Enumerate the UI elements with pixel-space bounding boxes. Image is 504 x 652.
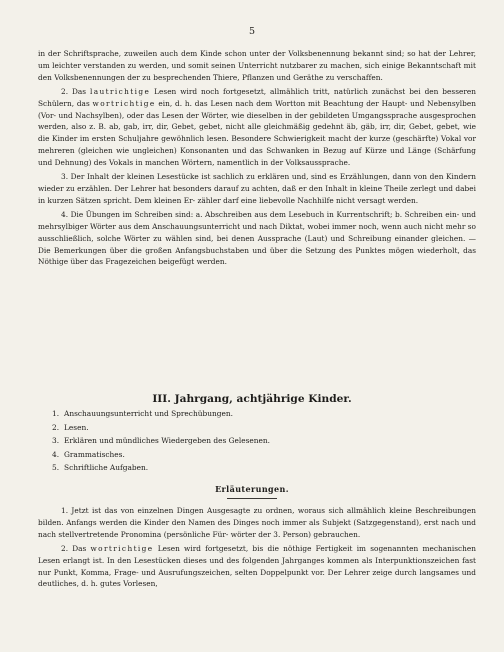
list-item [52,434,472,448]
list-label: Anschauungsunterricht und Sprechübungen. [64,409,233,418]
list-item [52,421,472,435]
list-item [52,407,472,421]
text-line: gebet, wie die Kinder im ersten Schuljahre gewöhnlich lesen. Besondere Schwierigkeit macht [38,122,476,144]
text-line: denen Aussprache (Laut) und Schreibung einander gleichen. — Die Bemerkungen über die [38,233,477,255]
text-line: als Interpunktionszeichen fast nur Punkt, Komma, Frage- und Ausrufungszeichen, selten [38,555,476,577]
paragraph-continuation [38,48,476,84]
section-heading: III. Jahrgang, achtjährige Kinder. [152,393,352,405]
text-line: irr, dir, Gebet, gebet, nicht alle gleichmäßig gedehnt äb, gäb, irr, dir, Gebet, [142,122,434,132]
text-line: 2. Das [61,86,90,96]
text-line: b. Schreiben ein- und mehrsylbiger Wörter aus dem Anschauungsunterricht und nach Diktat, [38,209,476,231]
list-label: Erklären und mündliches Wiedergeben des Gelesenen. [64,436,271,446]
text-line: Wörtern, namentlich in der Volksaussprache. [181,158,351,168]
list-number: 3. [52,436,60,446]
text-line: dann von den Kindern wieder zu erzählen. Der Lehrer hat besonders darauf zu achten, daß [38,172,477,193]
list-item [52,461,472,475]
text-line: 4. Die Übungen im Schreiben sind: a. Abschreiben aus dem Lesebuch in Kurrentschrift; [61,209,393,219]
text-block-top [38,48,476,268]
list-number: 5. [52,463,60,473]
list-number: 1. [52,409,60,418]
text-line: großen Anfangsbuchstaben und über die Setzung des Punktes mögen wiederholt, das Nöthige [38,245,477,267]
text-line: wie dieselben in der gebildeten Umgangssprache ausgesprochen werden, also z. B. ab, gab, [38,110,477,132]
list-item [52,448,472,462]
text-line: Doppelpunkt vor. Der Lehrer zeige durch langsames und deutliches, d. h. gutes Vorlesen, [38,567,476,589]
emphasis-term: lautrichtige [89,86,151,96]
text-line: 1. Jetzt ist das von einzelnen Dingen Ausgesagte zu ordnen, woraus sich allmählich [61,506,386,515]
text-line: 2. Das [61,543,91,553]
list-number: 4. [52,449,60,459]
text-block-bottom [38,505,476,590]
text-line: kleine Beschreibungen bilden. Anfangs werden die Kinder den Namen des Dinges noch immer [38,506,476,527]
list-number: 2. [52,422,60,432]
divider [227,498,277,499]
paragraph-4-writing [38,209,476,269]
text-line: Pflanzen und Geräthe zu verschaffen. [241,72,383,82]
text-line: ein, d. h. das Lesen nach dem Wortton mit [155,98,321,108]
text-line: über das Fragezeichen beigefügt werden. [70,257,227,267]
paragraph-3-content [38,171,476,207]
paragraph-2-reading [38,543,476,591]
subheading: Erläuterungen. [215,484,289,494]
page-number: 5 [248,26,256,37]
text-line: zähler darf eine liebevolle Nachhilfe nicht versagt werden. [197,195,419,205]
list-label: Lesen. [64,422,89,432]
text-line: Schwanken in Bezug auf Kürze und Länge (Schärfung und Dehnung) des Vokals in manchen [38,146,476,168]
text-line: Lesen wird noch fortgesetzt, allmählich tritt, natürlich zunächst [150,86,406,96]
list-label: Schriftliche Aufgaben. [64,463,149,473]
text-line: Lesen wird fortgesetzt, bis die nöthige Fertigkeit im sogenannten [153,543,419,553]
text-line: Beachtung der Haupt- und Nebensylben (Vor- und Nachsylben), oder das Lesen der Wörter, [38,98,476,120]
paragraph-2-reading [38,86,476,169]
text-line: als Subjekt (Satzgegenstand), erst nach und nach stellvertretende Pronomina (persönliche Für- [38,517,476,539]
text-line: zu machen, sich einige Bekanntschaft mit den Volksbenennungen der zu besprechenden Thiere, [38,60,476,82]
text-line: der kurze (geschärfte) Vokal vor mehreren (gleichen wie ungleichen) Konsonanten und das [38,134,476,156]
text-line: in der Schriftsprache, zuweilen auch dem Kinde schon unter der Volksbenennung bekannt sind; [38,49,405,58]
text-line: wörter der 3. Person) gebrauchen. [230,529,361,539]
text-line: mechanischen Lesen erlangt ist. In den Lesestücken dieses und des folgenden Jahrganges kommen [38,543,477,565]
emphasis-term: wortrichtige [90,543,154,553]
text-line: bei den besseren Schülern, das [38,86,476,108]
text-line: 3. Der Inhalt der kleinen Lesestücke ist sachlich zu erklären und, sind es Erzählungen, [61,172,390,182]
list-label: Grammatisches. [64,449,125,459]
text-line: er den Inhalt in kleine Theile zerlegt und dabei in kurzen Sätzen spricht. Dem kleinen Er- [38,183,476,205]
text-line: so hat der Lehrer, um leichter verstanden zu werden, und somit seinen Unterricht nutzbarer [38,49,476,70]
subjects-list [52,407,472,475]
paragraph-1-description [38,505,476,541]
text-line: wobei immer noch, wenn auch nicht mehr so ausschließlich, solche Wörter zu wählen sind, bei [38,221,476,243]
emphasis-term: wortrichtige [92,98,156,108]
